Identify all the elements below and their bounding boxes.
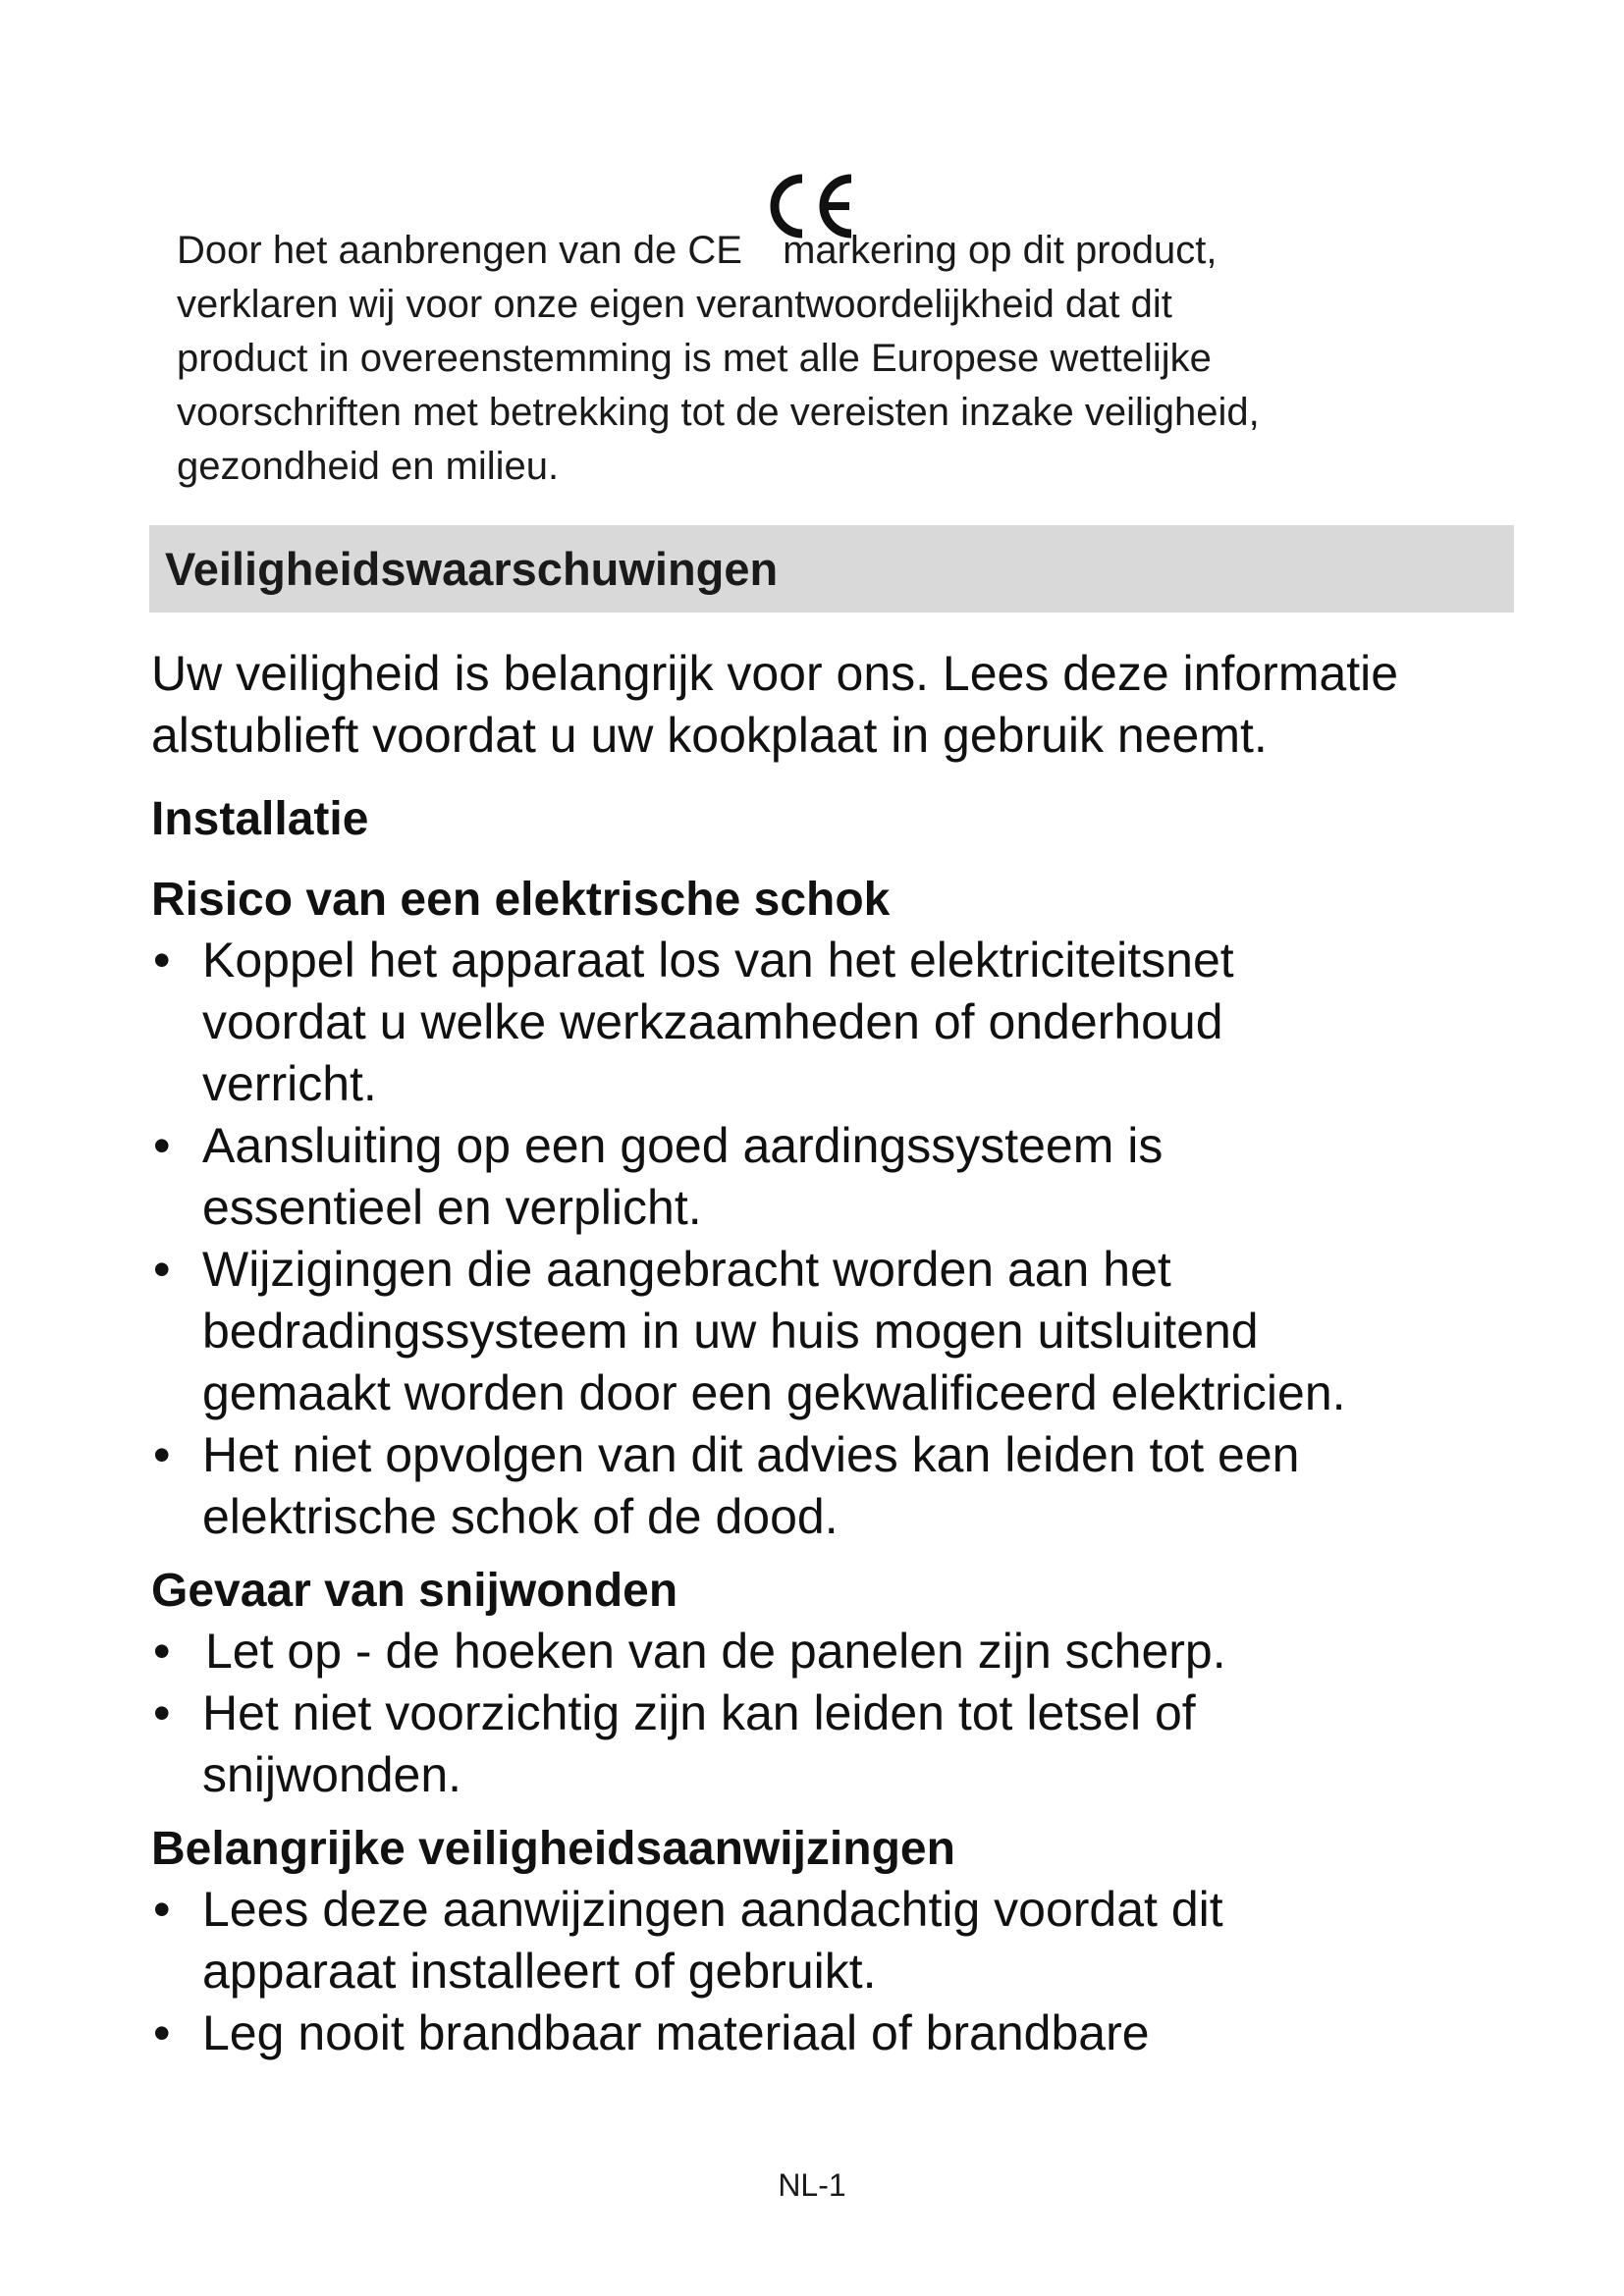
ce-line-1-post: markering op dit product, xyxy=(783,229,1218,272)
ce-line-1 xyxy=(177,224,1483,278)
ce-line-4: voorschriften met betrekking tot de vereisten inzake veiligheid, xyxy=(177,391,1260,434)
installation-heading: Installatie xyxy=(151,793,369,845)
list-item: • Koppel het apparaat los van het elektriciteitsnet voordat u welke werkzaamheden of onderhoud verricht. xyxy=(151,930,1516,1115)
intro-line-1: Uw veiligheid is belangrijk voor ons. Lees deze informatie xyxy=(151,646,1399,701)
list-item: • Let op - de hoeken van de panelen zijn scherp. xyxy=(151,1621,1516,1682)
list-item: • Het niet voorzichtig zijn kan leiden tot letsel of snijwonden. xyxy=(151,1682,1516,1806)
ce-line-5: gezondheid en milieu. xyxy=(177,445,560,488)
intro-paragraph xyxy=(151,643,1516,767)
bullet-icon: • xyxy=(153,933,171,988)
intro-line-2: alstublieft voordat u uw kookplaat in gebruik neemt. xyxy=(151,708,1268,763)
bullet-icon: • xyxy=(153,1624,171,1679)
ce-line-3: product in overeenstemming is met alle Europese wettelijke xyxy=(177,337,1212,380)
list-item: • Lees deze aanwijzingen aandachtig voordat dit apparaat installeert of gebruikt. xyxy=(151,1879,1516,2002)
important-list xyxy=(151,1879,1516,2064)
ce-declaration xyxy=(177,224,1483,494)
bullet-icon: • xyxy=(153,1118,171,1173)
bullet-icon: • xyxy=(153,1427,171,1482)
cuts-heading: Gevaar van snijwonden xyxy=(151,1565,678,1617)
ce-mark-icon xyxy=(753,224,783,263)
page-number: NL-1 xyxy=(778,2167,846,2203)
shock-heading: Risico van een elektrische schok xyxy=(151,874,891,926)
bullet-icon: • xyxy=(153,2005,171,2060)
cuts-list xyxy=(151,1621,1516,1806)
ce-line-2: verklaren wij voor onze eigen verantwoordelijkheid dat dit xyxy=(177,283,1172,326)
list-item: • Leg nooit brandbaar materiaal of brandbare xyxy=(151,2002,1516,2064)
bullet-icon: • xyxy=(153,1882,171,1937)
ce-line-1-pre: Door het aanbrengen van de CE xyxy=(177,229,754,272)
main-content xyxy=(151,643,1516,2064)
section-banner xyxy=(149,525,1514,613)
bullet-icon: • xyxy=(153,1685,171,1740)
shock-list xyxy=(151,930,1516,1548)
list-item: • Het niet opvolgen van dit advies kan leiden tot een elektrische schok of de dood. xyxy=(151,1424,1516,1548)
list-item: • Aansluiting op een goed aardingssysteem is essentieel en verplicht. xyxy=(151,1115,1516,1239)
important-heading: Belangrijke veiligheidsaanwijzingen xyxy=(151,1823,955,1875)
list-item: • Wijzigingen die aangebracht worden aan het bedradingssysteem in uw huis mogen uitsluitend gemaakt worden door een gekwalificeerd elektricien. xyxy=(151,1239,1516,1424)
section-title: Veiligheidswaarschuwingen xyxy=(165,543,779,595)
bullet-icon: • xyxy=(153,1242,171,1297)
